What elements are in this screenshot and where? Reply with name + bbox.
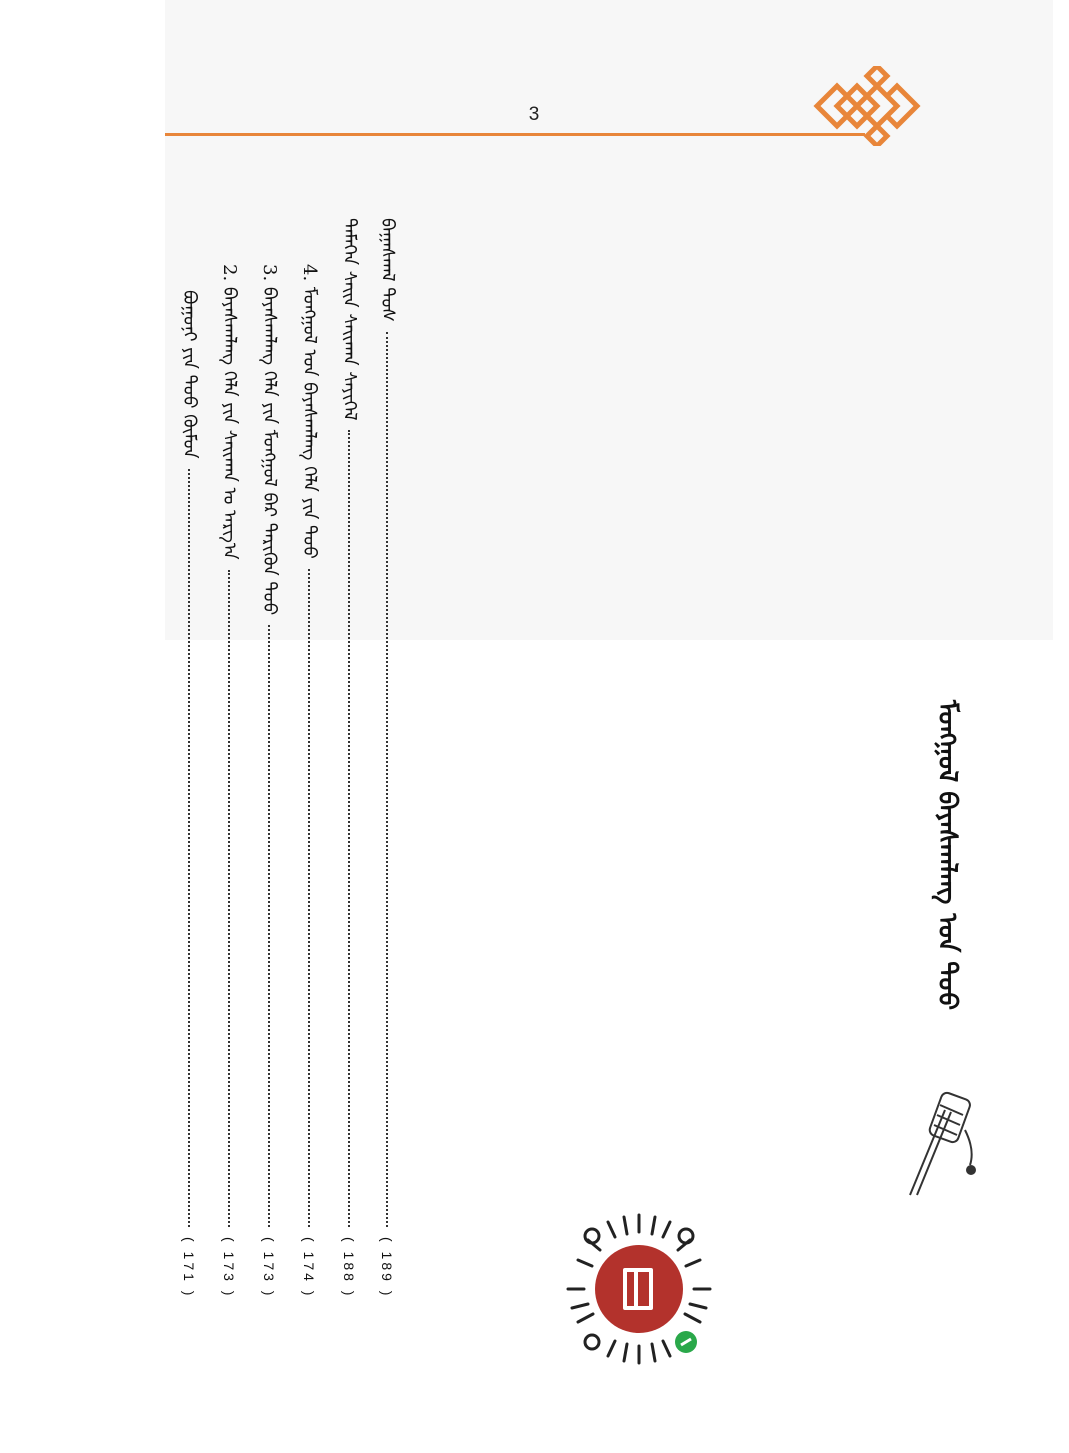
- header-rule: [165, 133, 865, 136]
- toc-leader: [308, 569, 310, 1227]
- chapter-vertical-title: ᠮᠣᠩᠭᠣᠯ ᠪᠠᠶᠠᠰᠬᠠᠯᠠᠩ ᠤᠨ ᠳᠤᠤ: [932, 700, 962, 1011]
- page-number: 3: [528, 104, 540, 125]
- toc-entry-6[interactable]: [170, 290, 208, 1298]
- toc-entry-2[interactable]: [330, 218, 368, 1298]
- toc-entry-4[interactable]: [250, 264, 288, 1298]
- toc-page-number: ( 173 ): [261, 1236, 277, 1298]
- toc-title: 3. ᠪᠠᠶᠠᠰᠬᠠᠯᠠᠩ ᠬᠡᠯᠡ ᠶᠢᠨ ᠮᠣᠩᠭᠣᠯ ᠪᠡᠷ ᠲᠡᠷᠢᠭᠦᠨ ᠳᠤᠤ: [259, 264, 280, 616]
- toc-title: ᠪᠠᠭᠠᠰᠬᠠᠯ ᠳᠤᠰ: [377, 218, 398, 322]
- toc-title: 2. ᠪᠠᠶᠠᠰᠬᠠᠯᠠᠩ ᠬᠡᠯᠡ ᠶᠢᠨ ᠰᠠᠢᠬᠠᠨ ᠤ ᠠᠷᠭ᠎ᠠ: [219, 264, 240, 560]
- horse-head-fiddle-icon: [905, 1090, 985, 1200]
- endless-knot-icon: [812, 66, 922, 146]
- toc-page-number: ( 189 ): [379, 1236, 395, 1298]
- toc-page-number: ( 188 ): [341, 1236, 357, 1298]
- toc-leader: [228, 570, 230, 1227]
- toc-page-number: ( 173 ): [221, 1236, 237, 1298]
- toc-entry-1[interactable]: [368, 218, 406, 1298]
- toc-page-number: ( 174 ): [301, 1236, 317, 1298]
- qr-code-icon[interactable]: [560, 1210, 718, 1368]
- toc-entry-5[interactable]: [210, 264, 248, 1298]
- toc-entry-3[interactable]: [290, 264, 328, 1298]
- toc-leader: [348, 430, 350, 1226]
- toc-page-number: ( 171 ): [181, 1236, 197, 1298]
- toc-leader: [188, 469, 190, 1227]
- toc-leader: [386, 332, 388, 1227]
- toc-title: ᠲᠡᠮᠡᠭᠡᠨ ᠰᠡᠢᠨ ᠰᠠᠢᠬᠠᠨ ᠰᠡᠶᠢᠬᠡᠯ: [339, 218, 360, 421]
- toc-title: 4. ᠮᠣᠩᠭᠣᠯ ᠤᠨ ᠪᠠᠶᠠᠰᠬᠠᠯᠠᠩ ᠬᠡᠯᠡ ᠶᠢᠨ ᠳᠤᠤ: [299, 264, 320, 559]
- toc-leader: [268, 625, 270, 1226]
- toc-title: ᠪᠣᠭᠣᠨᠢ ᠶᠢᠨ ᠳᠤᠤ ᠬᠦᠮᠦᠨ: [179, 290, 200, 459]
